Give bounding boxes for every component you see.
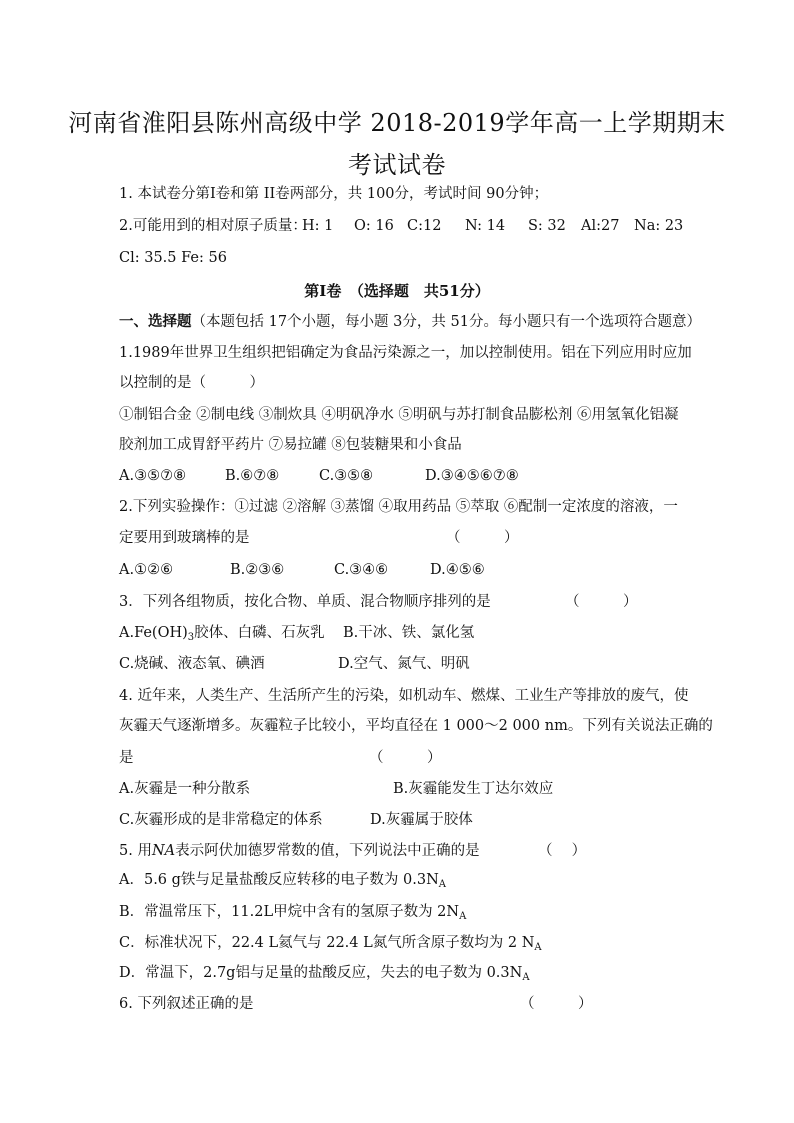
q3-bracket: （ ）	[565, 594, 638, 610]
q4-line3: 是	[119, 750, 134, 766]
q5-line1-text: 表示阿伏加德罗常数的值，下列说法中正确的是	[175, 843, 480, 859]
q2-option-b: B.②③⑥	[230, 562, 285, 578]
q4-option-c: C.灰霾形成的是非常稳定的体系	[119, 812, 323, 828]
q5-option-a	[119, 870, 446, 895]
mass-s: S: 32	[528, 218, 566, 234]
q1-line3: ①制铝合金 ②制电线 ③制炊具 ④明矾净水 ⑤明矾与苏打制食品膨松剂 ⑥用氢氧化铝凝	[119, 407, 679, 423]
q4-option-d: D.灰霾属于胶体	[370, 812, 473, 828]
q5-option-b	[119, 902, 466, 927]
q4-bracket: （ ）	[369, 750, 442, 766]
q3-option-b: B.干冰、铁、氯化氢	[343, 625, 475, 641]
q5-option-d-subscript: A	[522, 972, 530, 983]
q5-option-a-text: A．5.6 g铁与足量盐酸反应转移的电子数为 0.3N	[119, 872, 439, 888]
q1-line2: 以控制的是（ ）	[119, 375, 264, 391]
q6-bracket: （ ）	[520, 996, 593, 1012]
q5-option-c-subscript: A	[534, 942, 542, 953]
q6-line1: 6. 下列叙述正确的是	[119, 996, 254, 1012]
q2-line1: 2.下列实验操作：①过滤 ②溶解 ③蒸馏 ④取用药品 ⑤萃取 ⑥配制一定浓度的溶液，一	[119, 499, 678, 515]
q1-option-a: A.③⑤⑦⑧	[119, 468, 187, 484]
q4-option-b: B.灰霾能发生丁达尔效应	[393, 781, 554, 797]
q5-line1	[119, 841, 480, 861]
q3-option-a-subscript: 3	[187, 632, 195, 643]
mass-na: Na: 23	[634, 218, 684, 234]
q2-option-c: C.③④⑥	[334, 562, 389, 578]
q4-line1: 4. 近年来，人类生产、生活所产生的污染，如机动车、燃煤、工业生产等排放的废气，使	[119, 688, 689, 704]
q5-option-c	[119, 933, 542, 958]
q5-option-b-subscript: A	[459, 911, 467, 922]
q1-line4: 胶剂加工成胃舒平药片 ⑦易拉罐 ⑧包装糖果和小食品	[119, 437, 462, 453]
q3-option-a-text: 胶体、白磷、石灰乳	[194, 625, 325, 641]
q5-option-a-subscript: A	[438, 879, 447, 890]
section-intro	[119, 312, 701, 332]
mass-o: O: 16	[354, 218, 394, 234]
q1-option-c: C.③⑤⑧	[319, 468, 374, 484]
note-2-label: 2.可能用到的相对原子质量：	[119, 218, 307, 234]
note-2-line2: Cl: 35.5 Fe: 56	[119, 250, 227, 266]
q1-line1: 1.1989年世界卫生组织把铝确定为食品污染源之一，加以控制使用。铝在下列应用时应加	[119, 345, 692, 361]
q1-option-d: D.③④⑤⑥⑦⑧	[425, 468, 519, 484]
section-intro-text: （本题包括 17个小题，每小题 3分，共 51分。每小题只有一个选项符合题意）	[191, 314, 701, 330]
section-intro-label: 一、选择题	[119, 313, 192, 330]
mass-al: Al:27	[581, 218, 620, 234]
mass-h: H: 1	[302, 218, 334, 234]
q5-option-b-text: B．常温常压下，11.2L甲烷中含有的氢原子数为 2N	[119, 904, 460, 920]
q5-bracket: （ ）	[538, 843, 587, 859]
mass-n: N: 14	[465, 218, 506, 234]
q3-option-d: D.空气、氮气、明矾	[338, 656, 470, 672]
q5-option-d	[119, 963, 530, 988]
exam-title-line2: 考试试卷	[348, 151, 446, 179]
q3-option-c: C.烧碱、液态氧、碘酒	[119, 656, 265, 672]
q4-line2: 灰霾天气逐渐增多。灰霾粒子比较小，平均直径在 1 000～2 000 nm。下列有关说法正确的	[119, 718, 713, 734]
q3-option-a	[119, 623, 325, 648]
q2-option-d: D.④⑤⑥	[430, 562, 485, 578]
note-1: 1. 本试卷分第I卷和第 II卷两部分，共 100分，考试时间 90分钟；	[119, 186, 549, 202]
q2-bracket: （ ）	[446, 530, 519, 546]
q1-option-b: B.⑥⑦⑧	[225, 468, 280, 484]
mass-c: C:12	[407, 218, 442, 234]
q5-option-c-text: C．标准状况下，22.4 L氦气与 22.4 L氮气所含原子数均为 2 N	[119, 935, 535, 951]
q5-line1-na: NA	[151, 843, 176, 859]
q2-option-a: A.①②⑥	[119, 562, 174, 578]
q5-option-d-text: D．常温下，2.7g铝与足量的盐酸反应，失去的电子数为 0.3N	[119, 965, 523, 981]
section-heading: 第I卷 （选择题 共51分）	[304, 282, 490, 300]
q2-line2: 定要用到玻璃棒的是	[119, 530, 250, 546]
q3-line1: 3．下列各组物质，按化合物、单质、混合物顺序排列的是	[119, 594, 491, 610]
q4-option-a: A.灰霾是一种分散系	[119, 781, 251, 797]
q3-option-a-formula: A.Fe(OH)	[119, 625, 188, 641]
q5-line1-prefix: 5. 用	[119, 843, 152, 859]
exam-title-line1: 河南省淮阳县陈州高级中学 2018-2019学年高一上学期期末	[68, 109, 726, 137]
